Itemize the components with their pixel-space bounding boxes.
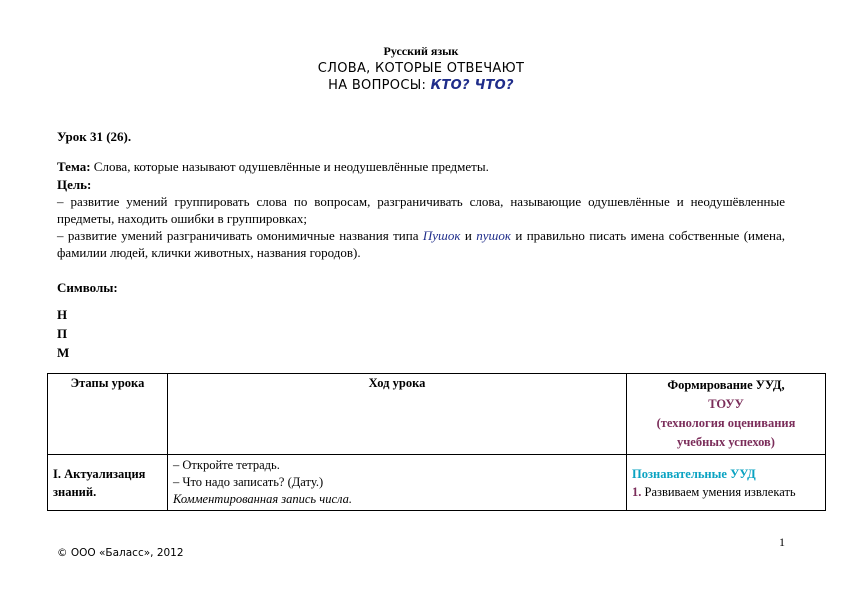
header-uud	[627, 374, 826, 455]
topic-text: Слова, которые называют одушевлённые и неодушевлённые предметы.	[90, 159, 489, 174]
title-prefix: НА ВОПРОСЫ:	[328, 78, 431, 93]
footer-copyright: © ООО «Баласс», 2012	[57, 547, 184, 559]
header-course: Ход урока	[168, 374, 627, 455]
topic-line	[57, 158, 785, 175]
uud-item-number: 1.	[632, 485, 642, 499]
goal-item-2-part1: – развитие умений разграничивать омонимичные названия типа	[57, 228, 423, 243]
row-uud	[627, 455, 826, 511]
subject-heading: Русский язык	[383, 44, 459, 58]
goal-word-pushok-capital: Пушок	[422, 228, 461, 243]
lesson-title-line1: СЛОВА, КОТОРЫЕ ОТВЕЧАЮТ	[317, 61, 525, 76]
course-line-3: Комментированная запись числа.	[173, 492, 352, 506]
uud-title: Познавательные УУД	[632, 467, 756, 481]
symbol-p: П	[57, 326, 68, 341]
header-uud-line1: Формирование УУД,	[667, 378, 785, 392]
page-number: 1	[779, 535, 785, 549]
uud-item-text: Развиваем умения извлекать	[641, 485, 796, 499]
row-course	[168, 455, 627, 511]
goal-item-2-part2: и правильно писать имена собственные (имена, фамилии людей, клички животных, названия городов).	[57, 228, 785, 260]
goal-label: Цель:	[57, 177, 92, 192]
row-stage: I. Актуализация знаний.	[48, 455, 168, 511]
table-header-row	[48, 374, 826, 455]
goal-word-pushok-lower: пушок	[476, 228, 511, 243]
symbol-n: Н	[57, 307, 68, 322]
goal-item-1: – развитие умений группировать слова по вопросам, разграничивать слова, называющие одушевлённые и неодушёвленные предметы, находить ошибки в группировках;	[57, 194, 785, 226]
uud-item	[632, 483, 820, 501]
topic-label: Тема:	[57, 159, 91, 174]
symbol-m: М	[57, 345, 70, 360]
header-uud-toou: ТОУУ	[708, 397, 744, 411]
table-row	[48, 455, 826, 511]
header-stages: Этапы урока	[48, 374, 168, 455]
goal-item-2	[57, 227, 785, 261]
course-line-1: – Откройте тетрадь.	[173, 458, 280, 472]
goal-item-2-and: и	[460, 228, 477, 243]
title-questions: КТО? ЧТО?	[430, 78, 514, 93]
symbols-label: Символы:	[57, 280, 118, 295]
course-line-2: – Что надо записать? (Дату.)	[173, 475, 324, 489]
lesson-title-line2	[0, 78, 842, 93]
lesson-table	[47, 373, 826, 511]
header-uud-tech: (технология оценивания учебных успехов)	[656, 416, 796, 449]
lesson-number: Урок 31 (26).	[57, 129, 132, 144]
